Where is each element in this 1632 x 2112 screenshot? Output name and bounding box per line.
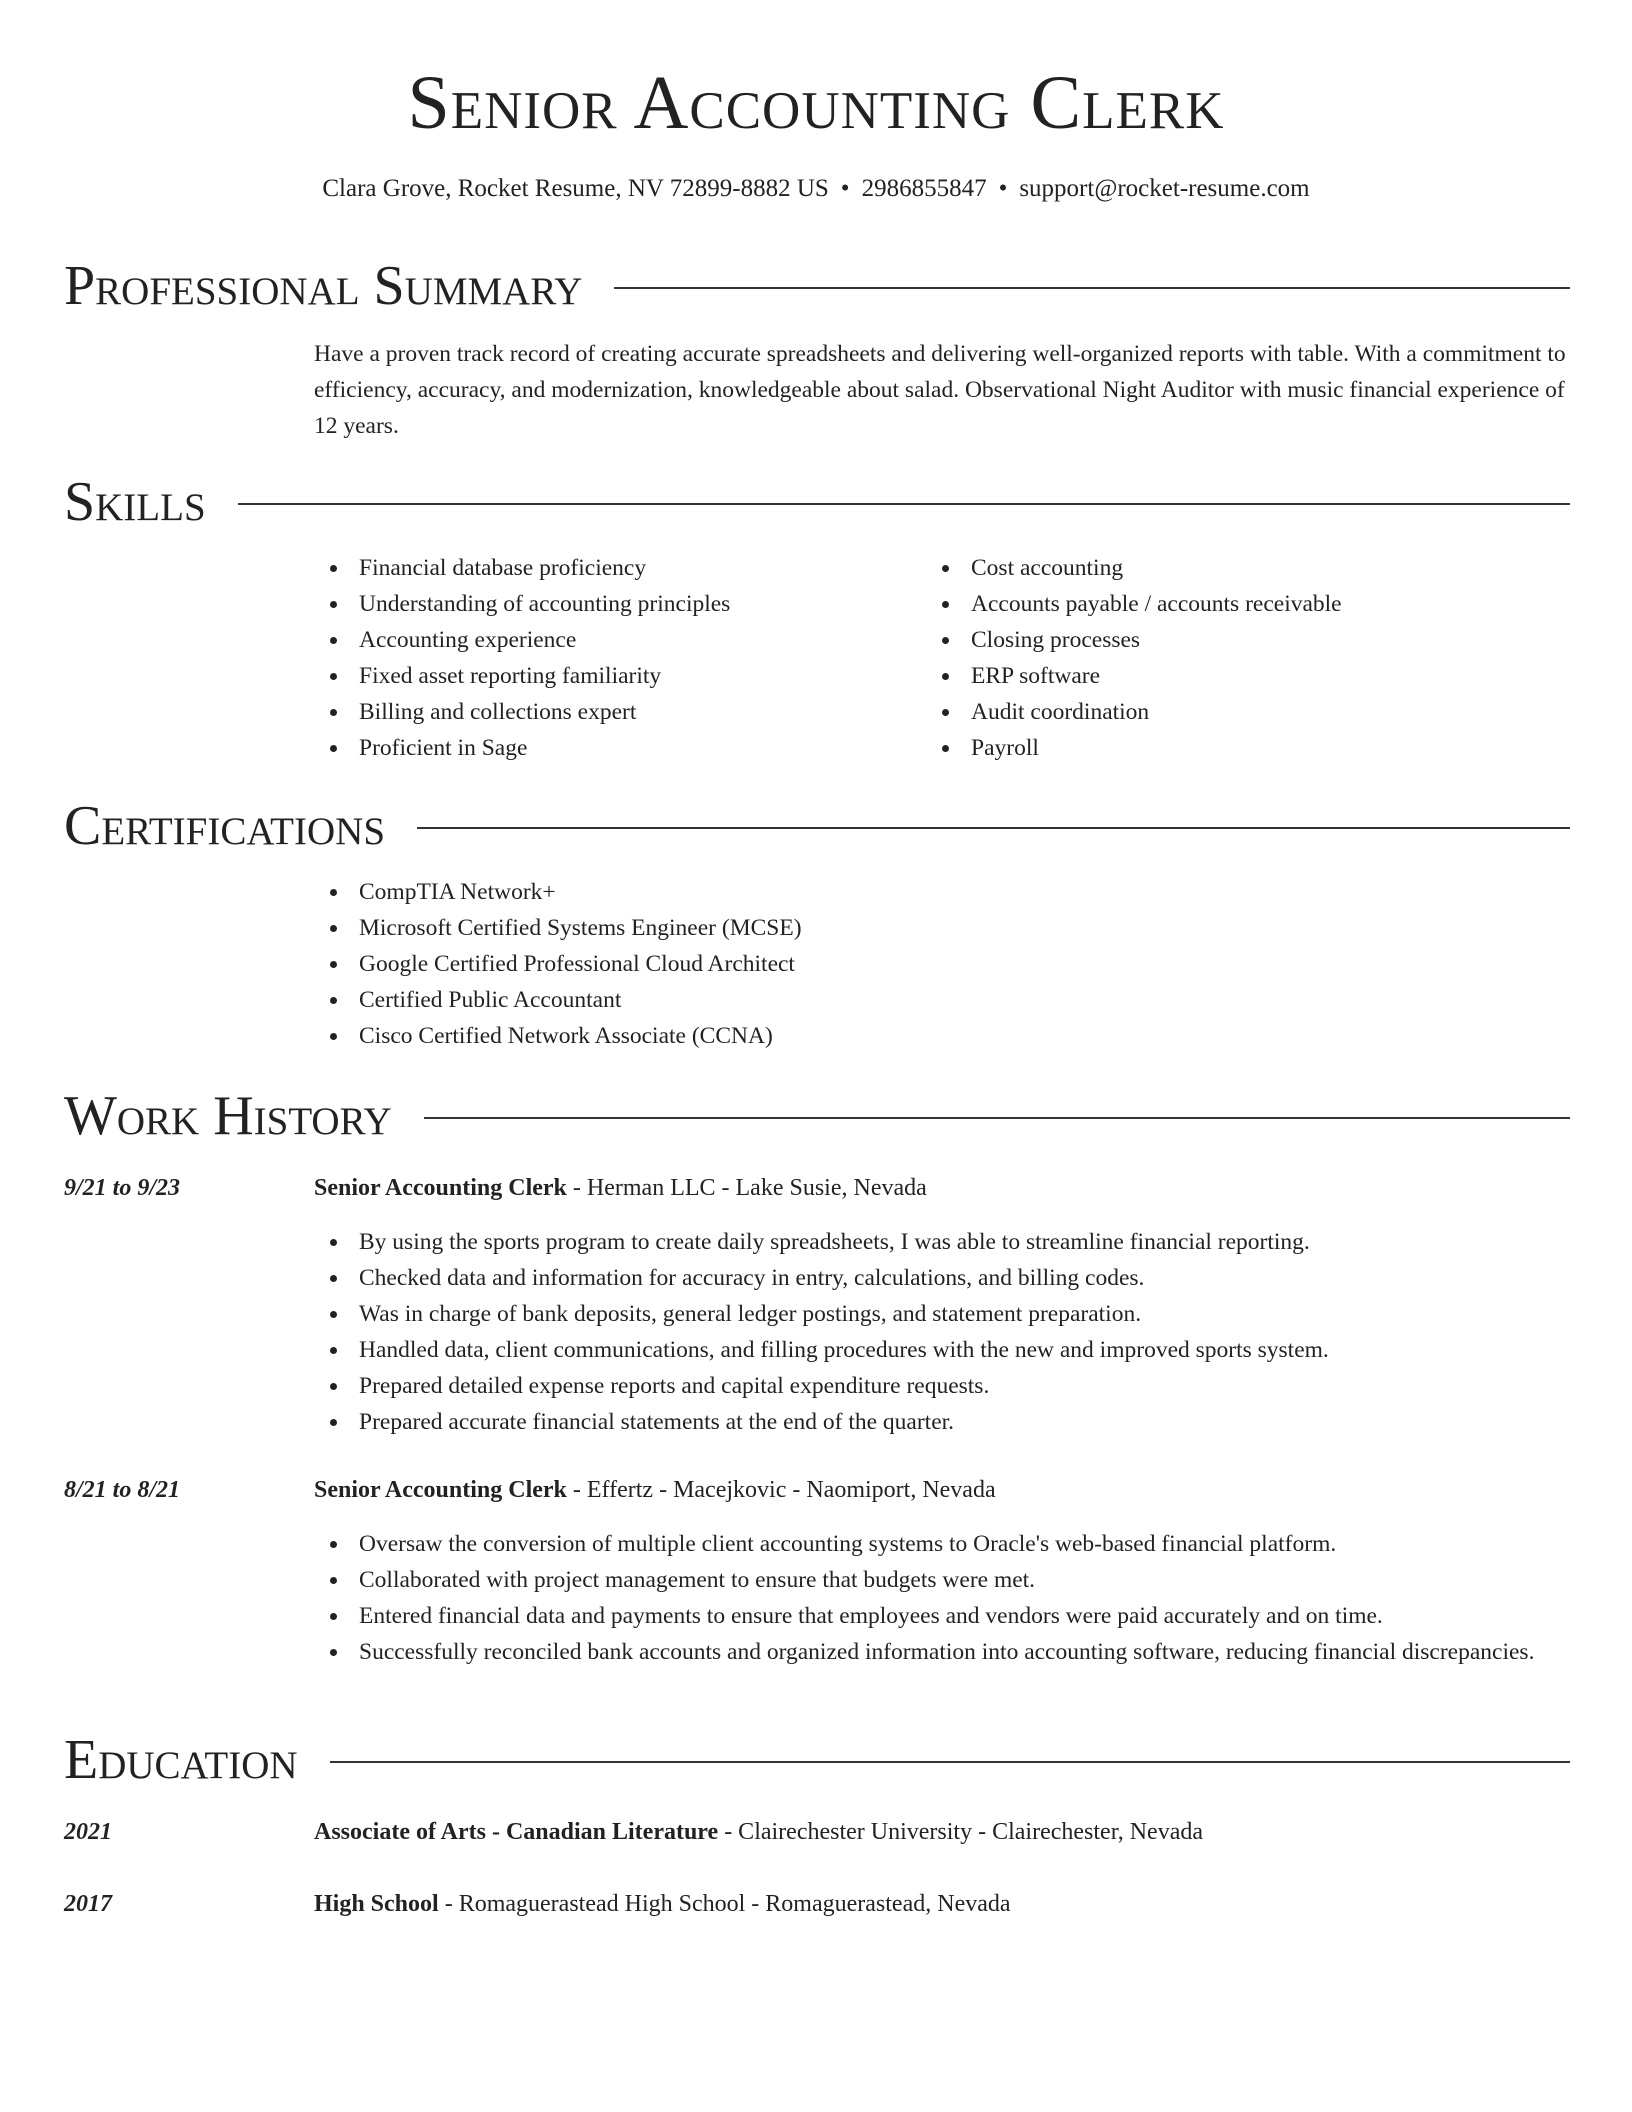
certification-item: Microsoft Certified Systems Engineer (MCSE) (314, 910, 1574, 946)
section-divider (424, 1117, 1570, 1119)
certifications-block (314, 874, 1574, 1054)
job-duties-list (314, 1224, 1574, 1440)
summary-section-header (64, 254, 1570, 318)
skill-item: Accounts payable / accounts receivable (926, 586, 1566, 622)
certification-item: Google Certified Professional Cloud Architect (314, 946, 1574, 982)
job-duty-item: Collaborated with project management to ensure that budgets were met. (314, 1562, 1574, 1598)
education-school: - Clairechester University - Clairechester, Nevada (718, 1819, 1204, 1845)
skill-item: Closing processes (926, 622, 1566, 658)
candidate-name: Senior Accounting Clerk (407, 61, 1225, 145)
skill-item: Proficient in Sage (314, 730, 914, 766)
job-duty-item: Entered financial data and payments to ensure that employees and vendors were paid accurately and on time. (314, 1598, 1574, 1634)
contact-email[interactable]: support@rocket-resume.com (1019, 175, 1310, 202)
skill-item: Financial database proficiency (314, 550, 914, 586)
skills-column-right (926, 550, 1566, 766)
skill-item: ERP software (926, 658, 1566, 694)
skill-item: Audit coordination (926, 694, 1566, 730)
certifications-heading: Certifications (64, 795, 386, 857)
job-duties-list (314, 1526, 1574, 1670)
education-degree: High School (314, 1891, 439, 1917)
education-entry (314, 1814, 1574, 1850)
education-year: 2021 (64, 1819, 112, 1845)
education-section-header (64, 1728, 1570, 1792)
job-dates: 9/21 to 9/23 (64, 1175, 181, 1201)
certification-item: CompTIA Network+ (314, 874, 1574, 910)
certifications-section-header (64, 794, 1570, 858)
section-divider (238, 503, 1570, 505)
job-header (314, 1170, 1574, 1206)
skill-item: Accounting experience (314, 622, 914, 658)
job-duty-item: Checked data and information for accuracy in entry, calculations, and billing codes. (314, 1260, 1574, 1296)
education-entry (314, 1886, 1574, 1922)
job-title: Senior Accounting Clerk (314, 1175, 567, 1201)
skill-item: Cost accounting (926, 550, 1566, 586)
job-duty-item: Successfully reconciled bank accounts and organized information into accounting software, reducing financial discrepancies. (314, 1634, 1574, 1670)
contact-line (0, 174, 1632, 204)
job-duties (314, 1526, 1574, 1670)
job-title: Senior Accounting Clerk (314, 1477, 567, 1503)
certification-item: Cisco Certified Network Associate (CCNA) (314, 1018, 1574, 1054)
contact-phone: 2986855847 (861, 175, 987, 202)
skills-list-left (314, 550, 914, 766)
contact-separator: • (998, 175, 1008, 202)
job-duty-item: Prepared detailed expense reports and capital expenditure requests. (314, 1368, 1574, 1404)
section-divider (614, 287, 1570, 289)
skill-item: Payroll (926, 730, 1566, 766)
summary-heading: Professional Summary (64, 255, 583, 317)
certifications-list (314, 874, 1574, 1054)
job-duty-item: Handled data, client communications, and filling procedures with the new and improved sports system. (314, 1332, 1574, 1368)
education-school: - Romaguerastead High School - Romaguerastead, Nevada (438, 1891, 1011, 1917)
skills-heading: Skills (64, 471, 206, 533)
contact-separator: • (840, 175, 850, 202)
contact-address: Clara Grove, Rocket Resume, NV 72899-8882 US (322, 175, 829, 202)
section-divider (330, 1761, 1570, 1763)
job-duties (314, 1224, 1574, 1440)
work-section-header (64, 1084, 1570, 1148)
job-duty-item: By using the sports program to create daily spreadsheets, I was able to streamline financial reporting. (314, 1224, 1574, 1260)
skills-column-left (314, 550, 914, 766)
certification-item: Certified Public Accountant (314, 982, 1574, 1018)
skill-item: Billing and collections expert (314, 694, 914, 730)
education-degree: Associate of Arts - Canadian Literature (314, 1819, 719, 1845)
job-company: - Effertz - Macejkovic - Naomiport, Nevada (566, 1477, 996, 1503)
skills-list-right (926, 550, 1566, 766)
skill-item: Understanding of accounting principles (314, 586, 914, 622)
skills-section-header (64, 470, 1570, 534)
education-heading: Education (64, 1729, 298, 1791)
job-duty-item: Was in charge of bank deposits, general ledger postings, and statement preparation. (314, 1296, 1574, 1332)
job-dates: 8/21 to 8/21 (64, 1477, 181, 1503)
section-divider (417, 827, 1570, 829)
skill-item: Fixed asset reporting familiarity (314, 658, 914, 694)
job-header (314, 1472, 1574, 1508)
job-duty-item: Oversaw the conversion of multiple client accounting systems to Oracle's web-based financial platform. (314, 1526, 1574, 1562)
work-heading: Work History (64, 1085, 392, 1147)
job-duty-item: Prepared accurate financial statements at the end of the quarter. (314, 1404, 1574, 1440)
education-year: 2017 (64, 1891, 112, 1917)
job-company: - Herman LLC - Lake Susie, Nevada (566, 1175, 927, 1201)
summary-text: Have a proven track record of creating accurate spreadsheets and delivering well-organized reports with table. With a commitment to efficiency, accuracy, and modernization, knowledgeable about salad. Observational Night Auditor with music financial experience of 12 years. (314, 341, 1566, 439)
